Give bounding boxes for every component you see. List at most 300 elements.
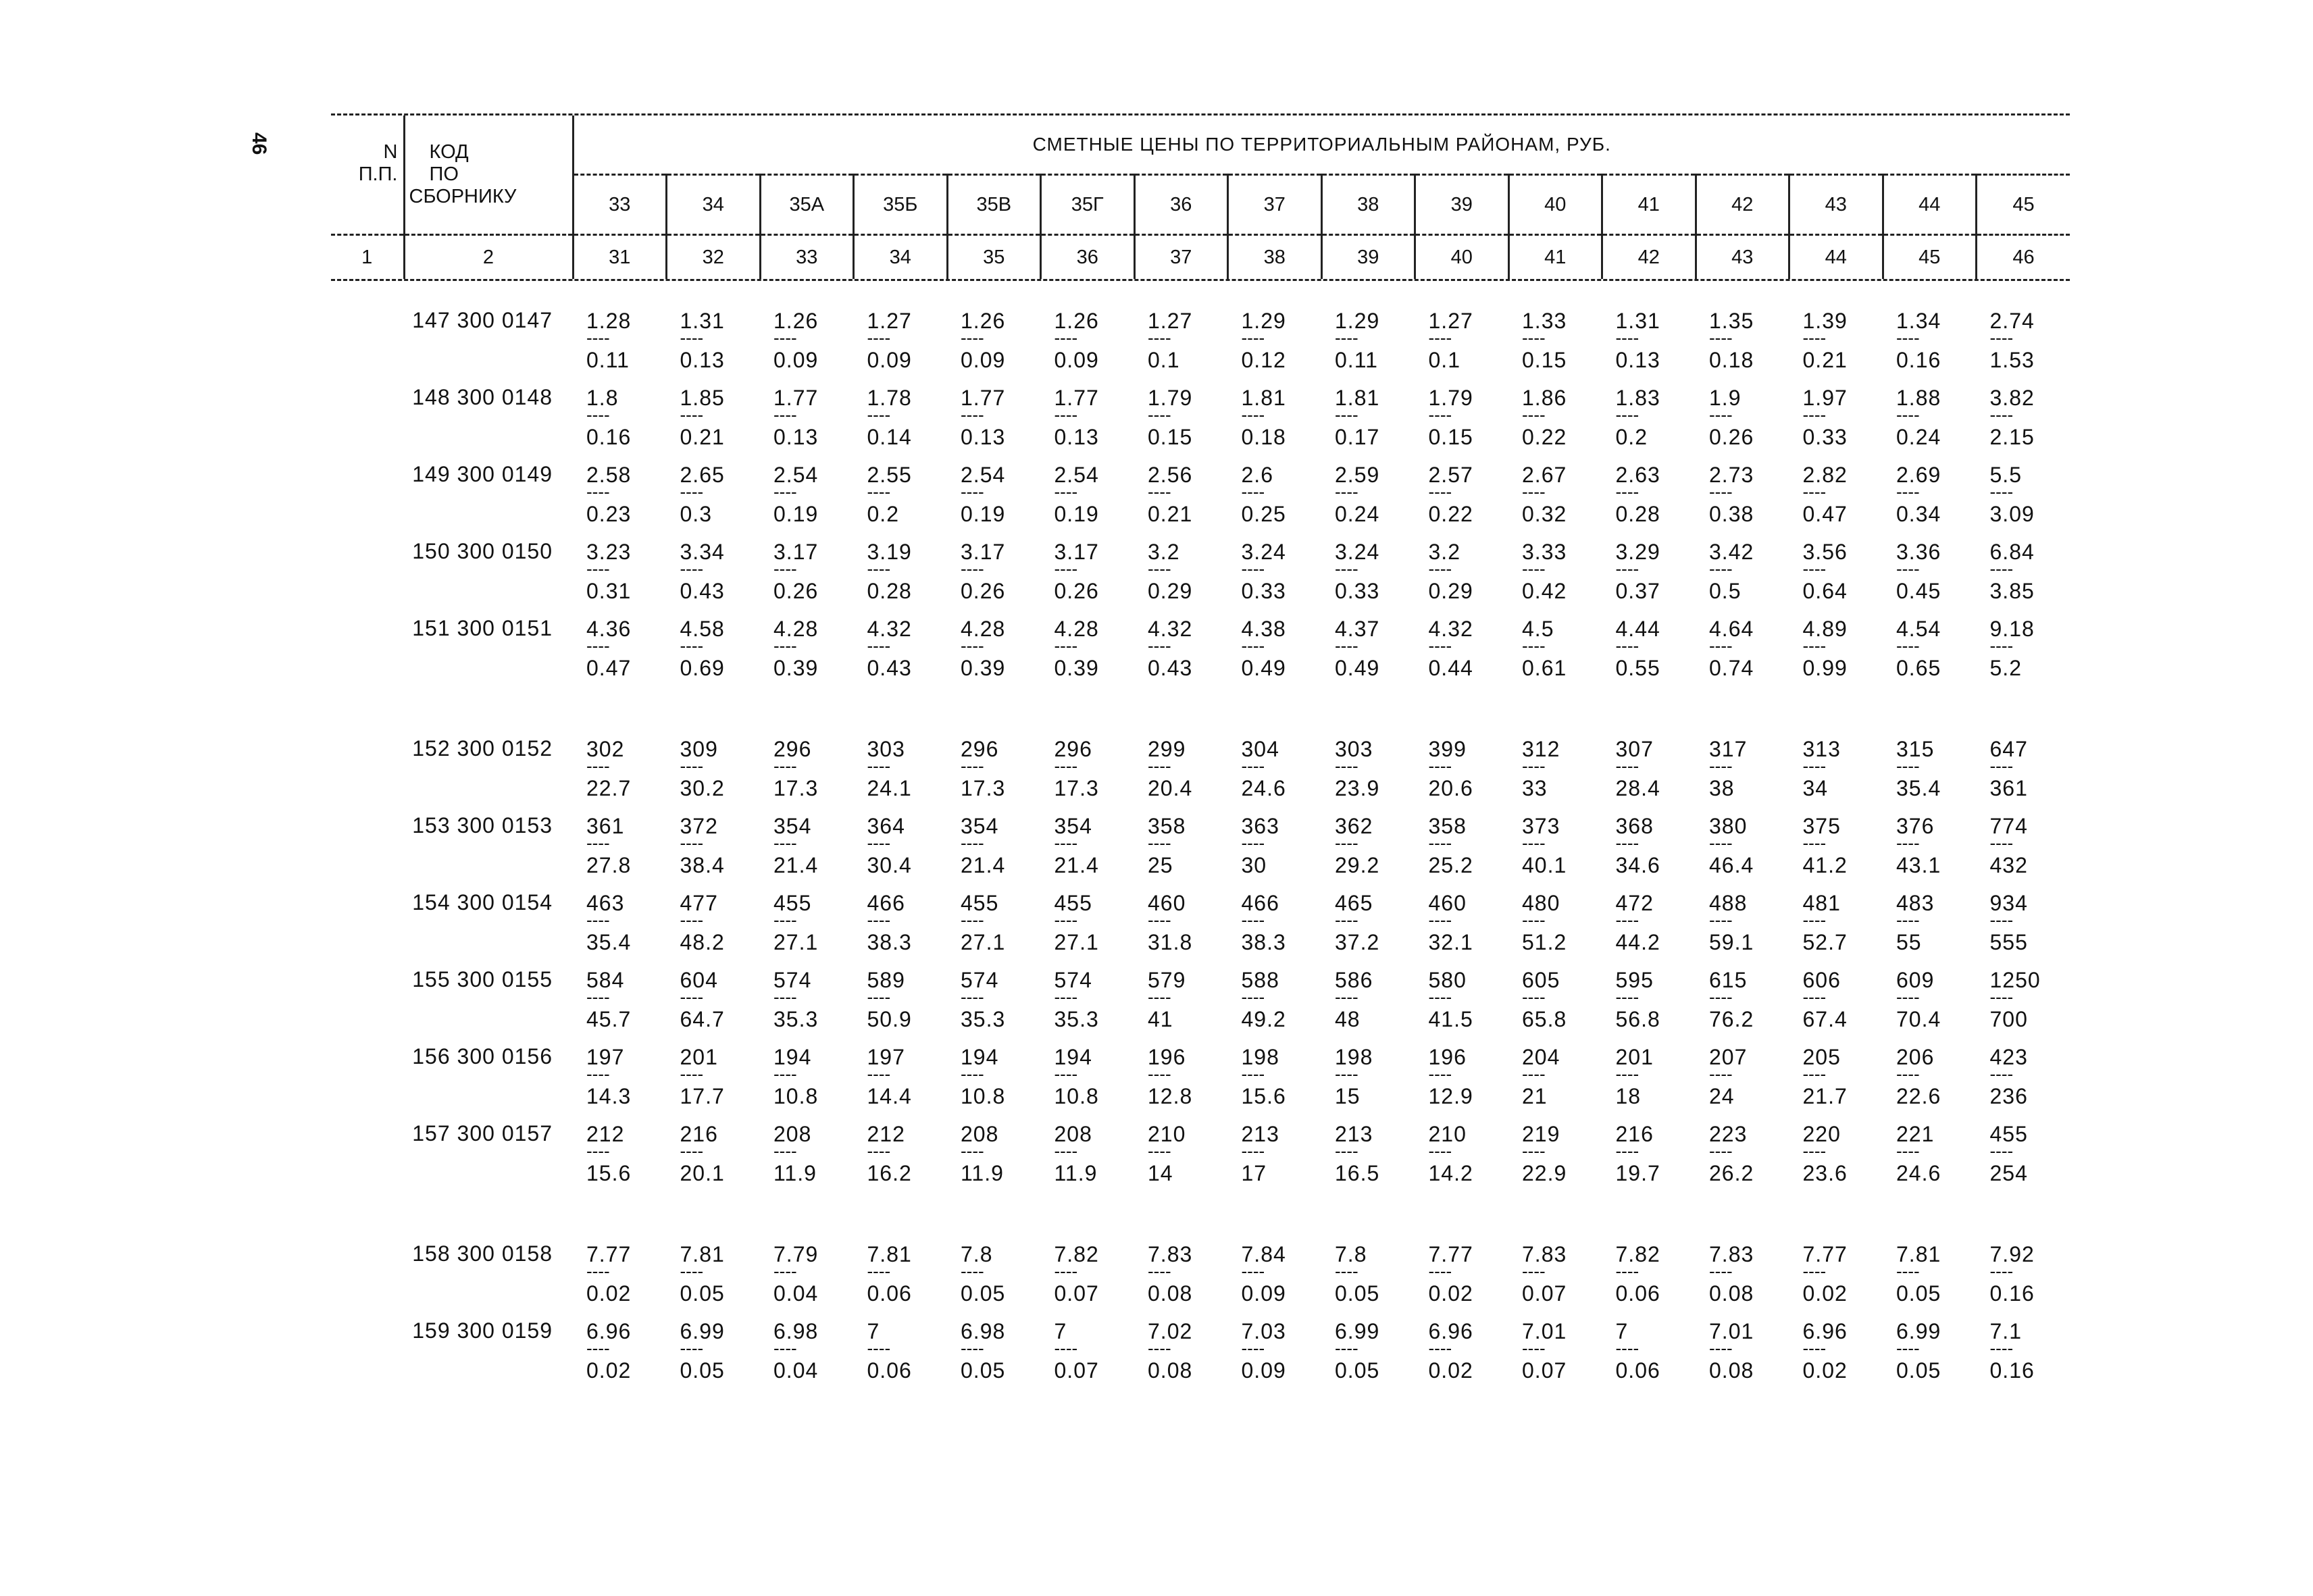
transport-value: 38.3: [1241, 930, 1286, 954]
transport-value: 0.44: [1428, 656, 1473, 680]
transport-value: 0.05: [961, 1281, 1006, 1306]
price-cell: [947, 462, 1041, 527]
row-number: 151: [412, 616, 451, 640]
price-cell: [1602, 890, 1696, 955]
price-value: 1.39: [1802, 309, 1848, 333]
transport-value: 14.2: [1428, 1161, 1473, 1185]
fraction-dashes: ----: [586, 987, 610, 1007]
transport-value: 0.22: [1428, 502, 1473, 526]
transport-value: 21: [1522, 1084, 1548, 1108]
price-cell: [1977, 539, 2070, 604]
transport-value: 22.7: [586, 776, 632, 800]
region-header-cell: 43: [1789, 175, 1883, 235]
fraction-dashes: ----: [586, 636, 610, 656]
fraction-dashes: ----: [1148, 1064, 1171, 1084]
transport-value: 50.9: [867, 1007, 912, 1031]
transport-value: 0.16: [1989, 1281, 2035, 1306]
price-cell: [667, 736, 761, 801]
row-id: [331, 462, 573, 487]
transport-value: 48.2: [680, 930, 725, 954]
transport-value: 0.28: [1615, 502, 1660, 526]
fraction-dashes: ----: [1428, 987, 1452, 1007]
fraction-dashes: ----: [867, 482, 891, 502]
fraction-dashes: ----: [867, 559, 891, 579]
fraction-dashes: ----: [680, 1064, 704, 1084]
transport-value: 26.2: [1709, 1161, 1754, 1185]
fraction-dashes: ----: [1989, 636, 2014, 656]
fraction-dashes: ----: [1428, 328, 1452, 348]
transport-value: 0.69: [680, 656, 725, 680]
price-cell: [1415, 1241, 1509, 1306]
table-row: [331, 813, 2070, 890]
price-cell: [573, 1044, 667, 1109]
transport-value: 27.1: [773, 930, 819, 954]
region-header-row: [331, 175, 2070, 235]
price-cell: [1041, 1121, 1135, 1186]
price-value: 210: [1428, 1122, 1467, 1146]
transport-value: 0.43: [1148, 656, 1193, 680]
price-cell: [1696, 539, 1789, 604]
fraction-dashes: ----: [867, 1064, 891, 1084]
fraction-dashes: ----: [1054, 756, 1078, 776]
fraction-dashes: ----: [1896, 328, 1920, 348]
transport-value: 35.4: [586, 930, 632, 954]
price-cell: [1134, 813, 1228, 878]
price-value: 1.29: [1241, 309, 1286, 333]
price-cell: [1789, 813, 1883, 878]
price-cell: [1228, 1121, 1322, 1186]
fraction-dashes: ----: [773, 1064, 797, 1084]
price-cell: [1883, 1044, 1977, 1109]
fraction-dashes: ----: [1709, 833, 1733, 853]
price-cell: [1696, 385, 1789, 450]
price-cell: [1228, 1318, 1322, 1383]
fraction-dashes: ----: [1709, 1261, 1733, 1281]
transport-value: 22.9: [1522, 1161, 1567, 1185]
row-number: 156: [412, 1044, 451, 1069]
price-value: 2.59: [1335, 463, 1380, 487]
fraction-dashes: ----: [961, 559, 984, 579]
fraction-dashes: ----: [1148, 559, 1171, 579]
price-cell: [667, 385, 761, 450]
price-value: 3.82: [1989, 386, 2035, 410]
header-pp-label: П.П.: [358, 163, 398, 185]
price-cell: [1977, 308, 2070, 373]
price-cell: [1321, 1318, 1415, 1383]
transport-value: 15.6: [586, 1161, 632, 1185]
price-value: 1.9: [1709, 386, 1742, 410]
column-number-cell: 45: [1883, 235, 1977, 280]
price-cell: [854, 967, 948, 1032]
price-value: 220: [1802, 1122, 1841, 1146]
fraction-dashes: ----: [586, 1261, 610, 1281]
transport-value: 0.1: [1148, 348, 1180, 372]
row-code: 300 0155: [457, 967, 553, 992]
region-header-cell: 34: [667, 175, 761, 235]
price-value: 574: [1054, 968, 1092, 992]
transport-value: 0.49: [1335, 656, 1380, 680]
price-cell: [1041, 736, 1135, 801]
fraction-dashes: ----: [1615, 756, 1640, 776]
fraction-dashes: ----: [867, 1141, 891, 1161]
table-row: [331, 1318, 2070, 1409]
price-value: 1.28: [586, 309, 632, 333]
price-cell: [1602, 385, 1696, 450]
transport-value: 0.5: [1709, 579, 1742, 603]
fraction-dashes: ----: [1428, 910, 1452, 930]
fraction-dashes: ----: [1802, 987, 1827, 1007]
price-value: 2.65: [680, 463, 725, 487]
transport-value: 3.85: [1989, 579, 2035, 603]
transport-value: 10.8: [961, 1084, 1006, 1108]
price-cell: [1602, 539, 1696, 604]
transport-value: 254: [1989, 1161, 2028, 1185]
price-cell: [1041, 890, 1135, 955]
transport-value: 23.6: [1802, 1161, 1848, 1185]
fraction-dashes: ----: [1428, 833, 1452, 853]
price-cell: [854, 462, 948, 527]
price-value: 207: [1709, 1045, 1748, 1069]
price-value: 4.89: [1802, 617, 1848, 641]
price-value: 358: [1428, 814, 1467, 838]
fraction-dashes: ----: [1054, 405, 1078, 425]
transport-value: 0.39: [961, 656, 1006, 680]
price-cell: [1228, 890, 1322, 955]
price-value: 7.83: [1522, 1242, 1567, 1266]
fraction-dashes: ----: [1615, 833, 1640, 853]
price-value: 315: [1896, 737, 1935, 761]
price-cell: [1228, 736, 1322, 801]
fraction-dashes: ----: [773, 1141, 797, 1161]
fraction-dashes: ----: [1148, 910, 1171, 930]
fraction-dashes: ----: [1615, 1141, 1640, 1161]
fraction-dashes: ----: [1335, 328, 1358, 348]
price-value: 2.6: [1241, 463, 1273, 487]
fraction-dashes: ----: [1896, 833, 1920, 853]
price-value: 455: [1054, 891, 1092, 915]
region-header-cell: 45: [1977, 175, 2070, 235]
price-cell: [573, 462, 667, 527]
fraction-dashes: ----: [773, 482, 797, 502]
transport-value: 0.09: [773, 348, 819, 372]
price-cell: [760, 736, 854, 801]
row-code: 300 0149: [457, 462, 553, 486]
fraction-dashes: ----: [1802, 405, 1827, 425]
price-cell: [1134, 462, 1228, 527]
price-value: 2.57: [1428, 463, 1473, 487]
price-value: 1.26: [1054, 309, 1099, 333]
transport-value: 0.47: [1802, 502, 1848, 526]
price-value: 7.01: [1522, 1319, 1567, 1343]
price-cell: [1602, 967, 1696, 1032]
price-value: 212: [586, 1122, 625, 1146]
transport-value: 11.9: [773, 1161, 817, 1185]
fraction-dashes: ----: [586, 833, 610, 853]
price-value: 7.83: [1148, 1242, 1193, 1266]
row-code: 300 0152: [457, 736, 553, 761]
price-value: 1.35: [1709, 309, 1754, 333]
transport-value: 37.2: [1335, 930, 1380, 954]
row-code: 300 0151: [457, 616, 553, 640]
price-value: 7.81: [680, 1242, 725, 1266]
price-cell: [1602, 1121, 1696, 1186]
fraction-dashes: ----: [1615, 636, 1640, 656]
table-row: [331, 539, 2070, 616]
price-cell: [573, 539, 667, 604]
column-number-cell: 34: [854, 235, 948, 280]
fraction-dashes: ----: [1054, 482, 1078, 502]
price-value: 302: [586, 737, 625, 761]
transport-value: 0.39: [773, 656, 819, 680]
fraction-dashes: ----: [1709, 910, 1733, 930]
price-value: 194: [1054, 1045, 1092, 1069]
fraction-dashes: ----: [1148, 636, 1171, 656]
price-cell: [1789, 1044, 1883, 1109]
fraction-dashes: ----: [1802, 482, 1827, 502]
price-cell: [854, 1044, 948, 1109]
fraction-dashes: ----: [867, 756, 891, 776]
transport-value: 64.7: [680, 1007, 725, 1031]
row-number: 152: [412, 736, 451, 761]
price-cell: [1321, 1241, 1415, 1306]
fraction-dashes: ----: [1054, 910, 1078, 930]
transport-value: 0.11: [1335, 348, 1378, 372]
price-value: 194: [773, 1045, 812, 1069]
price-value: 312: [1522, 737, 1560, 761]
fraction-dashes: ----: [1241, 328, 1265, 348]
price-value: 1.83: [1615, 386, 1660, 410]
table-row: [331, 890, 2070, 967]
price-value: 7.1: [1989, 1319, 2022, 1343]
fraction-dashes: ----: [680, 756, 704, 776]
price-cell: [573, 616, 667, 681]
price-cell: [1696, 308, 1789, 373]
price-cell: [667, 813, 761, 878]
transport-value: 0.2: [867, 502, 899, 526]
transport-value: 35.3: [961, 1007, 1006, 1031]
fraction-dashes: ----: [1709, 482, 1733, 502]
transport-value: 29.2: [1335, 853, 1380, 877]
fraction-dashes: ----: [1241, 405, 1265, 425]
transport-value: 12.8: [1148, 1084, 1193, 1108]
price-cell: [1883, 462, 1977, 527]
fraction-dashes: ----: [1522, 910, 1546, 930]
price-cell: [1415, 1318, 1509, 1383]
transport-value: 67.4: [1802, 1007, 1848, 1031]
column-number-cell: 32: [667, 235, 761, 280]
fraction-dashes: ----: [1802, 559, 1827, 579]
price-cell: [1415, 736, 1509, 801]
price-value: 609: [1896, 968, 1935, 992]
price-value: 588: [1241, 968, 1279, 992]
transport-value: 0.61: [1522, 656, 1567, 680]
page-number: 46: [248, 132, 270, 155]
price-cell: [1696, 462, 1789, 527]
price-cell: [1883, 967, 1977, 1032]
fraction-dashes: ----: [1989, 987, 2014, 1007]
transport-value: 41.5: [1428, 1007, 1473, 1031]
price-cell: [1134, 308, 1228, 373]
price-value: 1.97: [1802, 386, 1848, 410]
transport-value: 0.02: [586, 1281, 632, 1306]
price-cell: [760, 890, 854, 955]
fraction-dashes: ----: [1615, 1261, 1640, 1281]
transport-value: 10.8: [773, 1084, 819, 1108]
fraction-dashes: ----: [1709, 987, 1733, 1007]
transport-value: 0.11: [586, 348, 630, 372]
fraction-dashes: ----: [1335, 987, 1358, 1007]
price-value: 3.23: [586, 540, 632, 564]
price-value: 1.77: [773, 386, 819, 410]
fraction-dashes: ----: [1241, 1141, 1265, 1161]
row-id: [331, 967, 573, 992]
fraction-dashes: ----: [1522, 1064, 1546, 1084]
price-value: 198: [1241, 1045, 1279, 1069]
price-value: 2.74: [1989, 309, 2035, 333]
price-cell: [1508, 462, 1602, 527]
price-cell: [1508, 1121, 1602, 1186]
fraction-dashes: ----: [1428, 636, 1452, 656]
price-cell: [1041, 1318, 1135, 1383]
fraction-dashes: ----: [1148, 1141, 1171, 1161]
price-value: 2.54: [773, 463, 819, 487]
transport-value: 49.2: [1241, 1007, 1286, 1031]
fraction-dashes: ----: [1428, 559, 1452, 579]
fraction-dashes: ----: [961, 405, 984, 425]
price-value: 198: [1335, 1045, 1373, 1069]
transport-value: 30.2: [680, 776, 725, 800]
price-value: 201: [680, 1045, 718, 1069]
price-value: 574: [961, 968, 999, 992]
transport-value: 0.06: [867, 1281, 912, 1306]
transport-value: 22.6: [1896, 1084, 1941, 1108]
price-value: 3.42: [1709, 540, 1754, 564]
price-value: 472: [1615, 891, 1654, 915]
transport-value: 0.32: [1522, 502, 1567, 526]
fraction-dashes: ----: [1428, 482, 1452, 502]
transport-value: 31.8: [1148, 930, 1193, 954]
transport-value: 0.37: [1615, 579, 1660, 603]
price-cell: [947, 1241, 1041, 1306]
fraction-dashes: ----: [1522, 405, 1546, 425]
fraction-dashes: ----: [586, 1141, 610, 1161]
transport-value: 0.31: [586, 579, 632, 603]
price-value: 1.77: [1054, 386, 1099, 410]
price-cell: [760, 1044, 854, 1109]
price-cell: [760, 813, 854, 878]
price-cell: [947, 308, 1041, 373]
price-value: 362: [1335, 814, 1373, 838]
transport-value: 0.06: [1615, 1358, 1660, 1383]
region-header-cell: 36: [1134, 175, 1228, 235]
price-value: 299: [1148, 737, 1186, 761]
transport-value: 56.8: [1615, 1007, 1660, 1031]
row-number: 150: [412, 539, 451, 563]
fraction-dashes: ----: [1989, 1338, 2014, 1358]
transport-value: 24.6: [1241, 776, 1286, 800]
transport-value: 20.1: [680, 1161, 725, 1185]
fraction-dashes: ----: [1522, 756, 1546, 776]
fraction-dashes: ----: [1802, 636, 1827, 656]
price-value: 6.99: [1335, 1319, 1380, 1343]
fraction-dashes: ----: [867, 328, 891, 348]
price-value: 380: [1709, 814, 1748, 838]
fraction-dashes: ----: [1896, 559, 1920, 579]
table-row: [331, 1044, 2070, 1121]
transport-value: 0.02: [1802, 1358, 1848, 1383]
transport-value: 55: [1896, 930, 1922, 954]
fraction-dashes: ----: [1896, 756, 1920, 776]
price-value: 466: [867, 891, 905, 915]
fraction-dashes: ----: [680, 636, 704, 656]
transport-value: 0.08: [1148, 1358, 1193, 1383]
price-value: 196: [1428, 1045, 1467, 1069]
fraction-dashes: ----: [1709, 559, 1733, 579]
price-value: 213: [1335, 1122, 1373, 1146]
price-value: 4.37: [1335, 617, 1380, 641]
fraction-dashes: ----: [1896, 1064, 1920, 1084]
transport-value: 0.15: [1428, 425, 1473, 449]
price-cell: [1883, 385, 1977, 450]
transport-value: 0.28: [867, 579, 912, 603]
price-value: 375: [1802, 814, 1841, 838]
price-value: 204: [1522, 1045, 1560, 1069]
price-value: 213: [1241, 1122, 1279, 1146]
price-cell: [667, 1044, 761, 1109]
transport-value: 14.3: [586, 1084, 632, 1108]
fraction-dashes: ----: [773, 636, 797, 656]
price-cell: [1696, 616, 1789, 681]
column-number-cell: 1: [331, 235, 404, 280]
transport-value: 17.7: [680, 1084, 725, 1108]
price-cell: [1321, 308, 1415, 373]
price-value: 197: [867, 1045, 905, 1069]
fraction-dashes: ----: [1896, 636, 1920, 656]
fraction-dashes: ----: [680, 987, 704, 1007]
region-header-cell: 44: [1883, 175, 1977, 235]
price-cell: [1321, 967, 1415, 1032]
transport-value: 0.14: [867, 425, 912, 449]
transport-value: 0.15: [1148, 425, 1193, 449]
price-cell: [1696, 1121, 1789, 1186]
price-value: 7.82: [1054, 1242, 1099, 1266]
price-value: 606: [1802, 968, 1841, 992]
transport-value: 0.49: [1241, 656, 1286, 680]
price-value: 1.79: [1428, 386, 1473, 410]
fraction-dashes: ----: [1428, 1141, 1452, 1161]
row-id: [331, 890, 573, 915]
price-value: 7.02: [1148, 1319, 1193, 1343]
fraction-dashes: ----: [1802, 1141, 1827, 1161]
row-id: [331, 736, 573, 761]
price-cell: [667, 890, 761, 955]
price-cell: [1508, 890, 1602, 955]
price-value: 7: [1054, 1319, 1067, 1343]
price-value: 2.58: [586, 463, 632, 487]
price-value: 208: [961, 1122, 999, 1146]
row-code: 300 0153: [457, 813, 553, 838]
region-header-cell: 38: [1321, 175, 1415, 235]
price-cell: [1602, 1044, 1696, 1109]
fraction-dashes: ----: [1896, 987, 1920, 1007]
price-value: 399: [1428, 737, 1467, 761]
price-value: 1.88: [1896, 386, 1941, 410]
transport-value: 35.3: [773, 1007, 819, 1031]
transport-value: 35.3: [1054, 1007, 1099, 1031]
price-value: 363: [1241, 814, 1279, 838]
transport-value: 1.53: [1989, 348, 2035, 372]
transport-value: 0.13: [1615, 348, 1660, 372]
